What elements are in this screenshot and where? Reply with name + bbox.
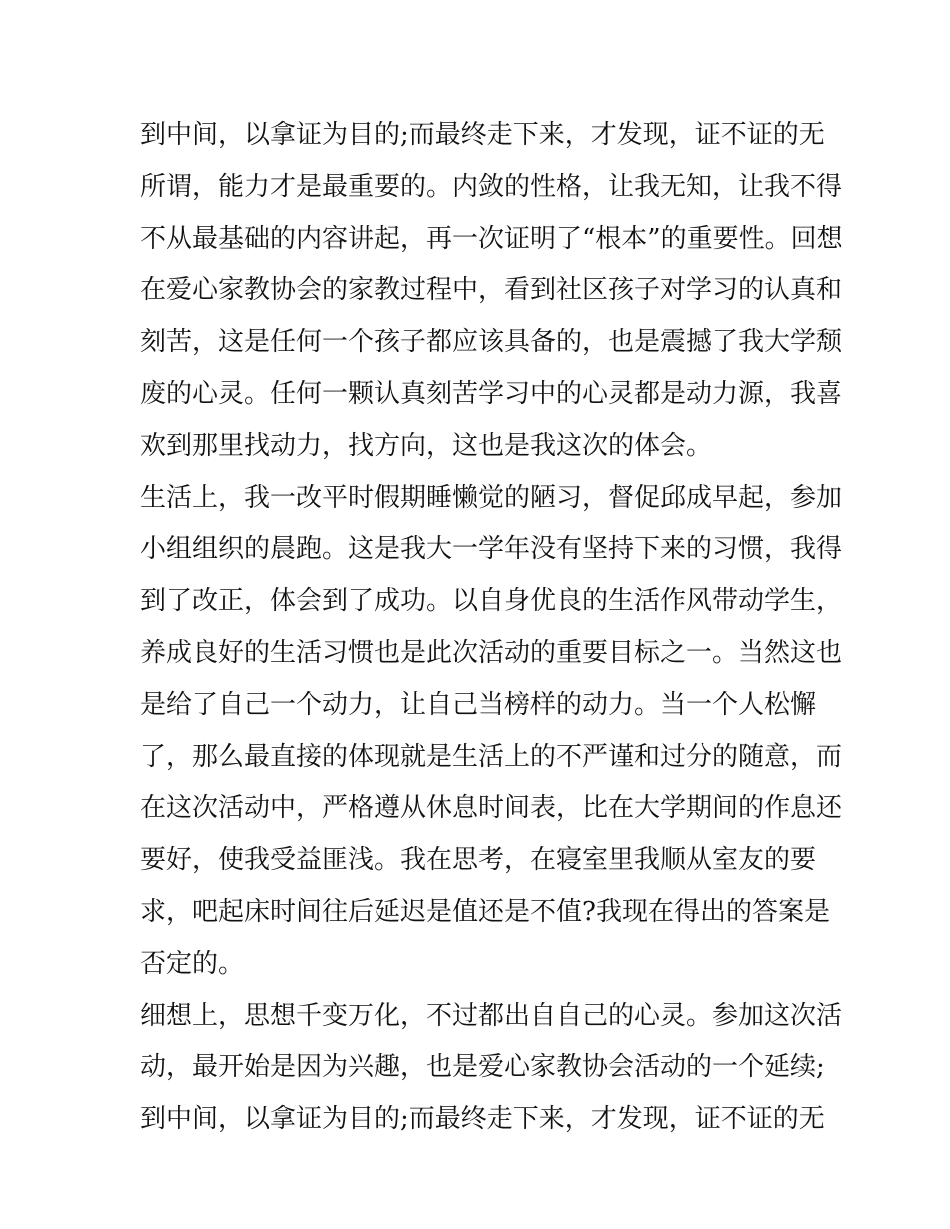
text-line: 在爱心家教协会的家教过程中，看到社区孩子对学习的认真和: [140, 275, 843, 306]
text-line: 刻苦，这是任何一个孩子都应该具备的，也是震撼了我大学颓: [140, 327, 843, 358]
text-line: 废的心灵。任何一颗认真刻苦学习中的心灵都是动力源，我喜: [140, 378, 843, 409]
text-line: 到中间，以拿证为目的;而最终走下来，才发现，证不证的无: [140, 1104, 825, 1135]
text-line: 生活上，我一改平时假期睡懒觉的陋习，督促邱成早起，参加: [140, 482, 843, 513]
text-line: 否定的。: [140, 948, 245, 979]
text-line: 是给了自己一个动力，让自己当榜样的动力。当一个人松懈: [140, 689, 817, 720]
text-line: 要好，使我受益匪浅。我在思考，在寝室里我顺从室友的要: [140, 845, 817, 876]
body-text: [140, 110, 843, 1146]
text-line: 在这次活动中，严格遵从休息时间表，比在大学期间的作息还: [140, 793, 843, 824]
text-line: 动，最开始是因为兴趣，也是爱心家教协会活动的一个延续;: [140, 1052, 825, 1083]
text-line: 求，吧起床时间往后延迟是值还是不值?我现在得出的答案是: [140, 896, 830, 927]
text-line: 细想上，思想千变万化，不过都出自自己的心灵。参加这次活: [140, 1000, 843, 1031]
text-line: 到中间，以拿证为目的;而最终走下来，才发现，证不证的无: [140, 120, 825, 150]
text-line: 小组组织的晨跑。这是我大一学年没有坚持下来的习惯，我得: [140, 534, 843, 565]
text-line: 所谓，能力才是最重要的。内敛的性格，让我无知，让我不得: [140, 171, 843, 202]
text-line: 到了改正，体会到了成功。以自身优良的生活作风带动学生，: [140, 586, 843, 617]
text-line: 养成良好的生活习惯也是此次活动的重要目标之一。当然这也: [140, 637, 843, 668]
text-line: 了，那么最直接的体现就是生活上的不严谨和过分的随意，而: [140, 741, 843, 772]
text-line: 欢到那里找动力，找方向，这也是我这次的体会。: [140, 430, 713, 461]
text-line: 不从最基础的内容讲起，再一次证明了“根本”的重要性。回想: [140, 223, 843, 254]
